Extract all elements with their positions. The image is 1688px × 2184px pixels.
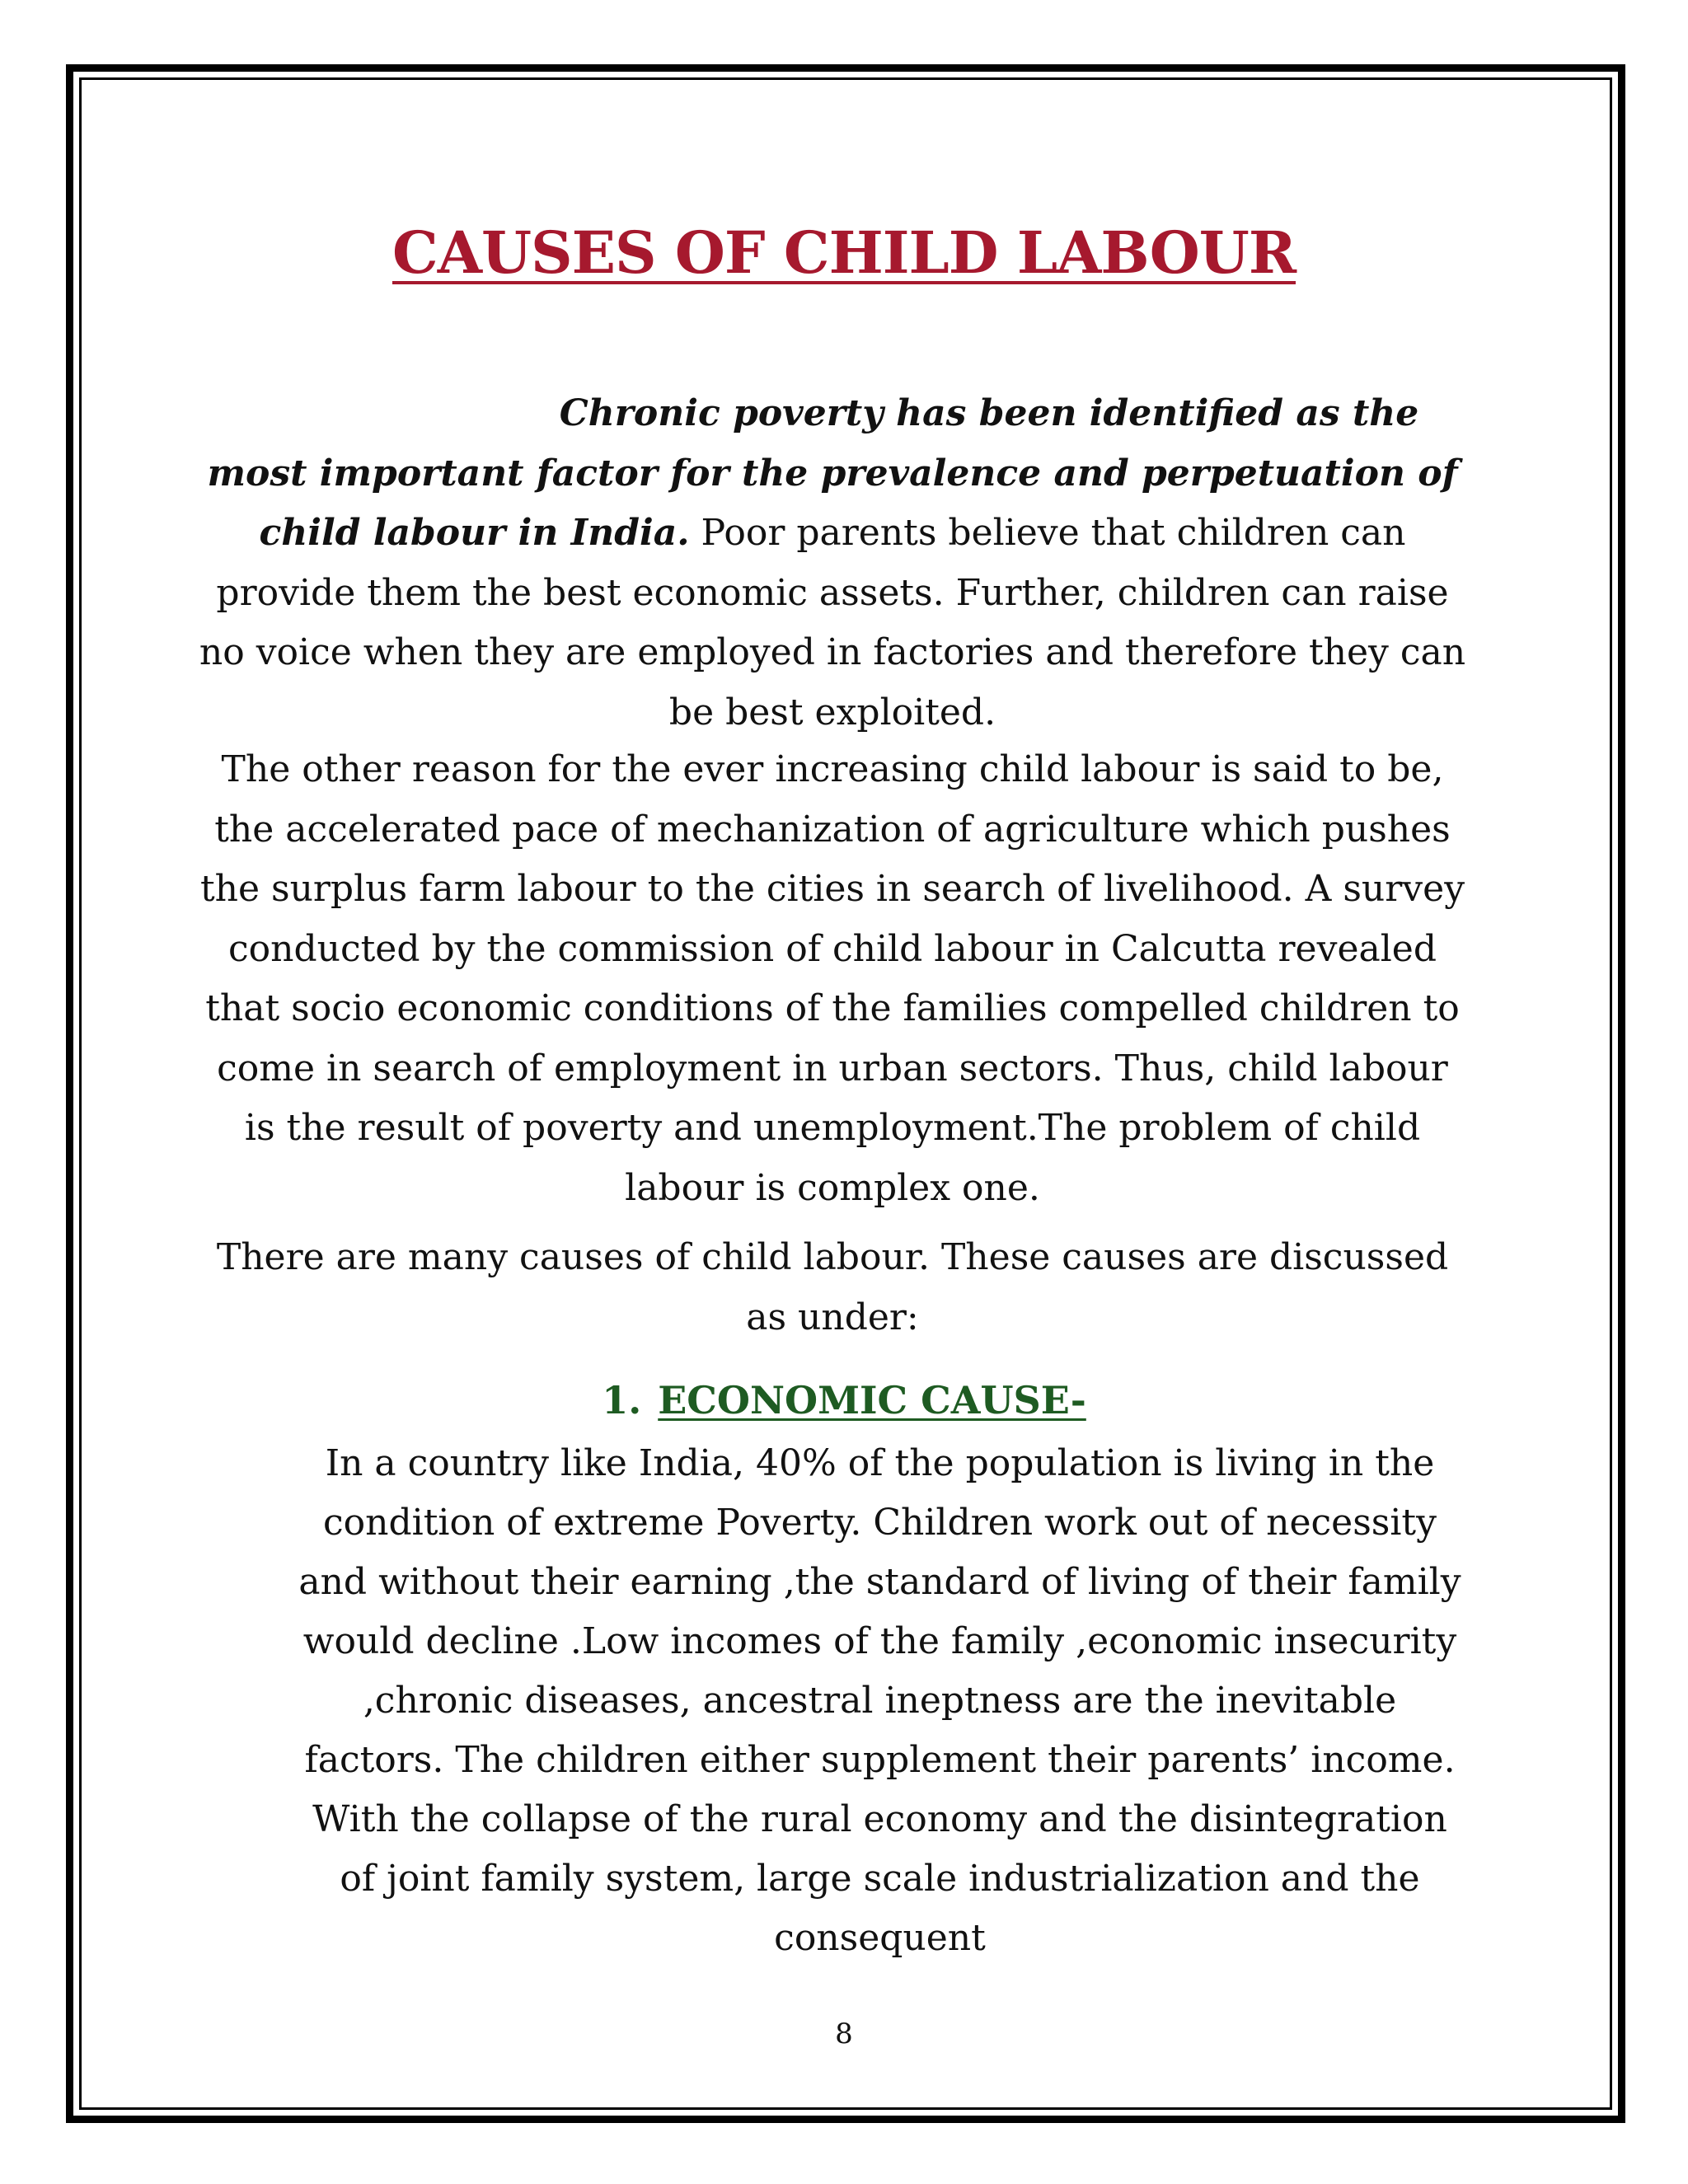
- intro-rest-text: Poor parents believe that children can provide them the best economic assets. Further, children can raise no voice when they are employed in factories and therefore they can be best exploited.: [199, 512, 1466, 733]
- section-heading-text: ECONOMIC CAUSE-: [658, 1378, 1086, 1422]
- section-heading-economic-cause: [0, 1378, 1688, 1422]
- intro-lead-text: Chronic poverty has been identified as the most important factor for the prevalence and perpetuation of child labour in India.: [207, 392, 1458, 554]
- page-number: 8: [835, 2018, 853, 2050]
- mechanization-paragraph: The other reason for the ever increasing child labour is said to be, the accelerated pace of mechanization of agriculture which pushes the surplus farm labour to the cities in search of livelihood. A survey conducted by the commission of child labour in Calcutta revealed that socio economic conditions of the families compelled children to come in search of employment in urban sectors. Thus, child labour is the result of poverty and unemployment.The problem of child labour is complex one.: [199, 748, 1465, 1209]
- section-number: 1.: [602, 1378, 642, 1422]
- economic-cause-paragraph: In a country like India, 40% of the population is living in the condition of extreme Poverty. Children work out of necessity and without their earning ,the standard of living of their family would decline .Low incomes of the family ,economic insecurity ,chronic diseases, ancestral ineptness are the inevitable factors. The children either supplement their parents’ income. With the collapse of the rural economy and the disintegration of joint family system, large scale industrialization and the consequent: [298, 1442, 1461, 1959]
- intro-paragraph: [198, 384, 1467, 743]
- causes-intro-paragraph: There are many causes of child labour. These causes are discussed as under:: [216, 1236, 1449, 1338]
- page-title: CAUSES OF CHILD LABOUR: [392, 218, 1296, 287]
